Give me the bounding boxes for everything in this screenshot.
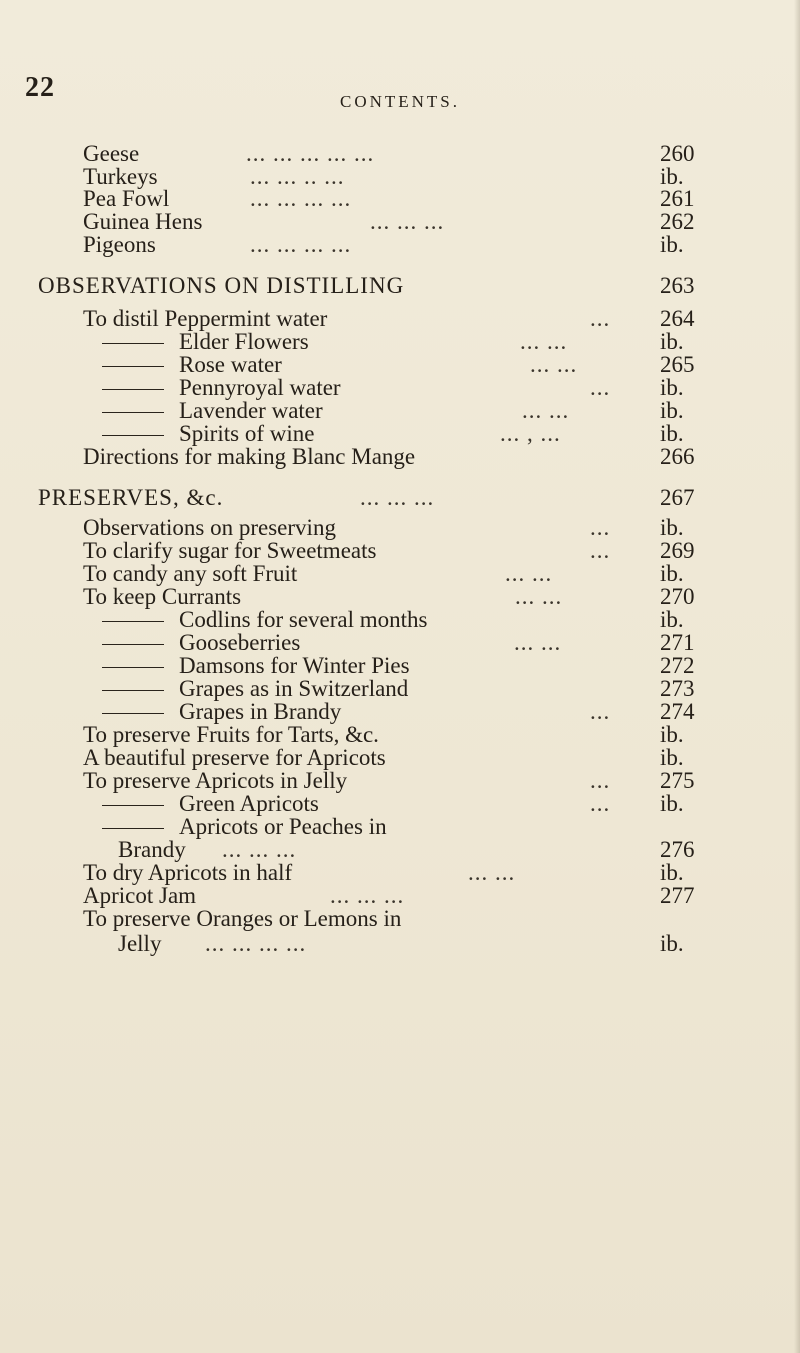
entry-label: Grapes as in Switzerland [102,676,408,702]
entry-page: ib. [660,931,684,956]
entry-label: To preserve Oranges or Lemons in [83,906,402,931]
entry-page: 271 [660,630,695,655]
entry-label: Apricot Jam [83,883,197,908]
entry-label: Apricots or Peaches in [102,814,387,840]
leader-dots: ... ... ... ... ... [246,141,375,166]
ditto-dash [102,644,164,645]
entry-label: Turkeys [83,164,158,189]
ditto-dash [102,828,164,829]
entry-label: Rose water [102,352,282,378]
ditto-dash [102,366,164,367]
leader-dots: ... [590,538,611,563]
entry-page: ib. [660,164,684,189]
leader-dots: ... [590,699,611,724]
entry-page: 261 [660,186,695,211]
leader-dots: ... ... ... ... [205,931,307,956]
entry-page: ib. [660,515,684,540]
entry-page: ib. [660,561,684,586]
entry-label: Lavender water [102,398,323,424]
toc-entry-oranges-lemons [0,906,800,934]
leader-dots: ... ... ... [360,485,435,510]
entry-page: 264 [660,306,695,331]
leader-dots: ... [590,375,611,400]
ditto-dash [102,412,164,413]
entry-label: To preserve Fruits for Tarts, &c. [83,722,379,747]
entry-page: 272 [660,653,695,678]
entry-label: Codlins for several months [102,607,428,633]
entry-label: To distil Peppermint water [83,306,328,331]
page-edge-shadow [794,0,800,1353]
entry-label: Geese [83,141,140,166]
entry-label: Pennyroyal water [102,375,341,401]
ditto-dash [102,621,164,622]
entry-label: Brandy [118,837,186,862]
leader-dots: ... ... [522,398,570,423]
leader-dots: ... ... [520,329,568,354]
leader-dots: ... ... [530,352,578,377]
entry-page: ib. [660,722,684,747]
entry-label: Spirits of wine [102,421,314,447]
entry-page: 269 [660,538,695,563]
leader-dots: ... ... ... ... [250,186,352,211]
ditto-dash [102,805,164,806]
entry-page: ib. [660,607,684,632]
leader-dots: ... ... .. ... [250,164,345,189]
entry-label: Jelly [118,931,162,956]
entry-label: Damsons for Winter Pies [102,653,410,679]
entry-label: To clarify sugar for Sweetmeats [83,538,377,563]
entry-page: ib. [660,791,684,816]
entry-page: 274 [660,699,695,724]
leader-dots: ... ... [515,584,563,609]
entry-page: ib. [660,860,684,885]
running-head: CONTENTS. [339,92,461,111]
section-heading: PRESERVES, &c. [38,485,224,510]
leader-dots: ... [590,791,611,816]
entry-page: ib. [660,745,684,770]
leader-dots: ... ... [505,561,553,586]
ditto-dash [102,343,164,344]
leader-dots: ... ... ... [330,883,405,908]
leader-dots: ... ... ... ... [250,232,352,257]
toc-entry-jelly [0,931,800,959]
page-number: 22 [25,72,55,103]
entry-label: Gooseberries [102,630,300,656]
entry-page: ib. [660,398,684,423]
entry-page: 277 [660,883,695,908]
entry-page: 266 [660,444,695,469]
entry-label: To dry Apricots in half [83,860,293,885]
leader-dots: ... [590,768,611,793]
leader-dots: ... ... ... [222,837,297,862]
leader-dots: ... ... [468,860,516,885]
entry-page: ib. [660,375,684,400]
leader-dots: ... [590,515,611,540]
leader-dots: ... , ... [500,421,561,446]
ditto-dash [102,435,164,436]
toc-entry-pigeons [0,232,800,260]
leader-dots: ... [590,306,611,331]
leader-dots: ... ... ... [370,209,445,234]
entry-label: Green Apricots [102,791,319,817]
entry-page: ib. [660,329,684,354]
ditto-dash [102,690,164,691]
entry-page: 262 [660,209,695,234]
entry-page: 267 [660,485,695,510]
entry-page: 276 [660,837,695,862]
entry-page: 275 [660,768,695,793]
entry-page: 270 [660,584,695,609]
ditto-dash [102,667,164,668]
ditto-dash [102,389,164,390]
ditto-dash [102,713,164,714]
leader-dots: ... ... [514,630,562,655]
entry-page: ib. [660,421,684,446]
entry-label: Grapes in Brandy [102,699,341,725]
entry-label: To keep Currants [83,584,242,609]
entry-label: Observations on preserving [83,515,336,540]
entry-label: A beautiful preserve for Apricots [83,745,386,770]
entry-label: Guinea Hens [83,209,203,234]
entry-label: To candy any soft Fruit [83,561,298,586]
entry-label: Pigeons [83,232,156,257]
entry-page: 263 [660,273,695,298]
toc-entry-blanc-mange [0,444,800,472]
section-heading: OBSERVATIONS ON DISTILLING [38,273,405,298]
entry-page: ib. [660,232,684,257]
entry-label: To preserve Apricots in Jelly [83,768,348,793]
section-heading-distilling [0,273,800,301]
section-heading-preserves [0,485,800,513]
entry-label: Elder Flowers [102,329,309,355]
entry-page: 260 [660,141,695,166]
entry-label: Directions for making Blanc Mange [83,444,416,469]
entry-label: Pea Fowl [83,186,170,211]
entry-page: 265 [660,352,695,377]
entry-page: 273 [660,676,695,701]
